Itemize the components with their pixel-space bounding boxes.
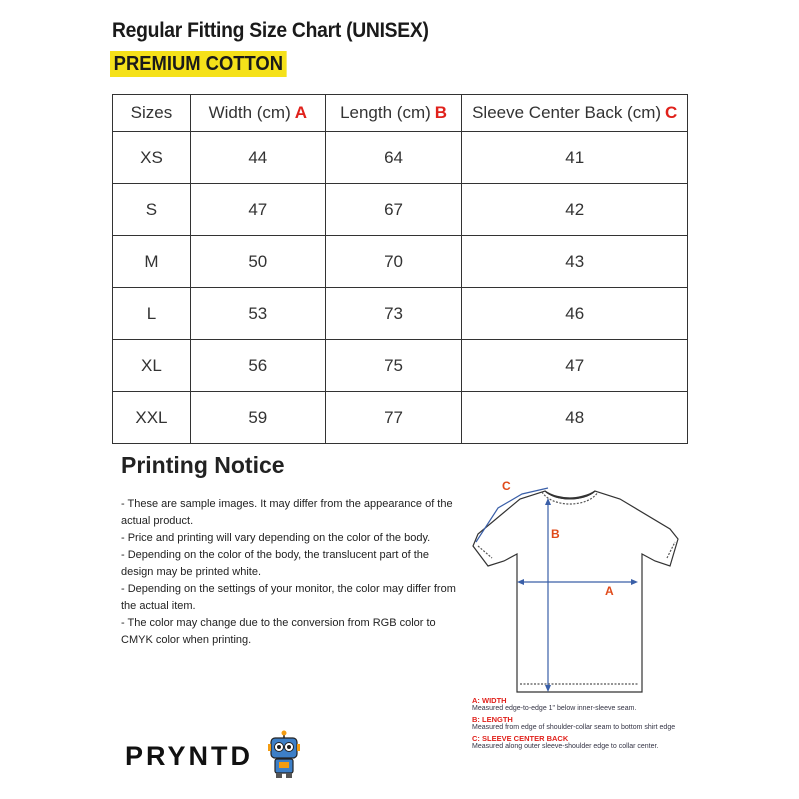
length-cell: 64 — [325, 132, 462, 184]
sleeve-cell: 46 — [462, 288, 688, 340]
legend-description: Measured from edge of shoulder-collar seam to bottom shirt edge — [472, 724, 676, 731]
size-cell: M — [113, 236, 191, 288]
notice-line: - Price and printing will vary depending on the color of the body. — [121, 532, 431, 544]
size-cell: L — [113, 288, 191, 340]
brand-logo-text: PRYNTD — [125, 741, 254, 771]
printing-notice-title: Printing Notice — [121, 452, 285, 478]
label-a: A — [605, 584, 614, 598]
sleeve-cell: 48 — [462, 392, 688, 444]
robot-mascot-icon — [266, 730, 302, 780]
size-cell: XS — [113, 132, 191, 184]
notice-line: - The color may change due to the conversion from RGB color to CMYK color when printing. — [121, 617, 436, 646]
width-cell: 47 — [190, 184, 325, 236]
size-cell: XL — [113, 340, 191, 392]
column-header-sleeve: Sleeve Center Back (cm) C — [462, 95, 688, 132]
notice-line: - These are sample images. It may differ from the appearance of the actual product. — [121, 498, 453, 527]
table-row — [113, 340, 688, 392]
size-cell: XXL — [113, 392, 191, 444]
width-cell: 56 — [190, 340, 325, 392]
table-header-row — [113, 95, 688, 132]
size-cell: S — [113, 184, 191, 236]
size-chart-table — [112, 94, 688, 444]
length-cell: 70 — [325, 236, 462, 288]
sleeve-cell: 47 — [462, 340, 688, 392]
sleeve-cell: 43 — [462, 236, 688, 288]
fabric-badge: PREMIUM COTTON — [110, 51, 287, 77]
width-cell: 44 — [190, 132, 325, 184]
sleeve-cell: 41 — [462, 132, 688, 184]
printing-notice-list — [121, 496, 461, 649]
label-b: B — [551, 527, 560, 541]
legend-description: Measured along outer sleeve-shoulder edge to collar center. — [472, 743, 659, 750]
legend-description: Measured edge-to-edge 1" below inner-sleeve seam. — [472, 705, 637, 712]
legend-heading: B: LENGTH — [472, 715, 513, 724]
measurement-legend — [472, 697, 675, 754]
column-header-length: Length (cm) B — [325, 95, 462, 132]
width-cell: 50 — [190, 236, 325, 288]
width-cell: 53 — [190, 288, 325, 340]
notice-line: - Depending on the settings of your monitor, the color may differ from the actual item. — [121, 583, 456, 612]
page-title: Regular Fitting Size Chart (UNISEX) — [112, 19, 429, 42]
label-c: C — [502, 479, 511, 493]
table-row — [113, 132, 688, 184]
width-cell: 59 — [190, 392, 325, 444]
table-row — [113, 288, 688, 340]
column-header-width: Width (cm) A — [190, 95, 325, 132]
length-cell: 77 — [325, 392, 462, 444]
tshirt-measurement-diagram — [470, 474, 685, 696]
length-cell: 67 — [325, 184, 462, 236]
legend-heading: A: WIDTH — [472, 696, 507, 705]
table-row — [113, 392, 688, 444]
table-row — [113, 184, 688, 236]
notice-line: - Depending on the color of the body, the translucent part of the design may be printed white. — [121, 549, 429, 578]
length-cell: 75 — [325, 340, 462, 392]
legend-heading: C: SLEEVE CENTER BACK — [472, 734, 569, 743]
tshirt-outline-icon — [473, 491, 678, 692]
sleeve-cell: 42 — [462, 184, 688, 236]
length-cell: 73 — [325, 288, 462, 340]
column-header-sizes: Sizes — [113, 95, 191, 132]
table-row — [113, 236, 688, 288]
